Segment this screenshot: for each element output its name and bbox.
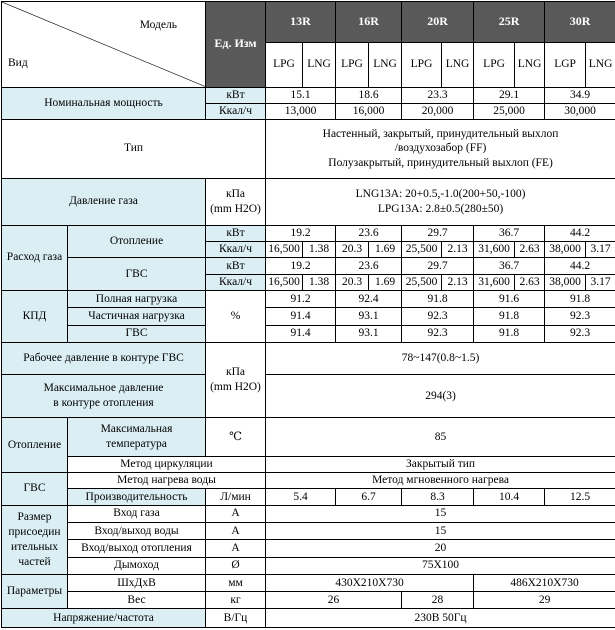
power-kw-cell: 15.1 — [266, 87, 336, 103]
voltage-label: Напряжение/частота — [2, 609, 206, 628]
type-value — [266, 119, 615, 178]
dhw-capacity-unit: Л/мин — [206, 489, 266, 505]
pressure-unit — [206, 342, 266, 417]
gas-heating-kcal: 2.63 — [515, 242, 545, 258]
fuel-cell: LNG — [442, 42, 474, 87]
gas-dhw-kcal: 25,500 — [402, 274, 442, 290]
unit-line: (mm H2O) — [208, 380, 263, 395]
parameters-label: Параметры — [2, 574, 68, 609]
type-label: Тип — [2, 119, 266, 178]
connection-row-label: Вход/выход отопления — [68, 540, 206, 557]
efficiency-full-cell: 91.6 — [474, 290, 545, 307]
power-kcal-cell: 25,000 — [474, 103, 545, 119]
gas-dhw-kcal: 1.69 — [369, 274, 402, 290]
power-label: Номинальная мощность — [2, 87, 206, 119]
dims-label: ШхДхВ — [68, 574, 206, 591]
efficiency-full-cell: 91.8 — [402, 290, 474, 307]
gas-pressure-line: LNG13A: 20+0.5,-1.0(200+50,-100) — [268, 187, 613, 202]
gas-heating-kcal: 16,500 — [266, 242, 303, 258]
power-kw-cell: 34.9 — [545, 87, 615, 103]
max-temp-unit: ℃ — [206, 418, 266, 457]
voltage-value: 230В 50Гц — [266, 609, 615, 628]
dims-unit: мм — [206, 574, 266, 591]
dims-large-value: 486X210X730 — [474, 574, 615, 591]
connections-label — [2, 505, 68, 574]
spec-table — [1, 1, 615, 628]
power-kcal-cell: 13,000 — [266, 103, 336, 119]
model-header-16r: 16R — [336, 2, 402, 43]
efficiency-partial-cell: 91.4 — [266, 308, 336, 325]
dhw-label: ГВС — [2, 473, 68, 506]
gas-dhw-kw: 36.7 — [474, 258, 545, 274]
efficiency-full-cell: 91.2 — [266, 290, 336, 307]
fuel-cell: LPG — [266, 42, 303, 87]
efficiency-partial-cell: 92.3 — [545, 308, 615, 325]
unit-cell: кВт — [206, 258, 266, 274]
label-line: Максимальная — [70, 422, 203, 437]
dhw-pressure-value: 78~147(0.8~1.5) — [266, 342, 615, 375]
efficiency-unit: % — [206, 290, 266, 342]
fuel-cell: LPG — [474, 42, 515, 87]
fuel-cell: LNG — [303, 42, 336, 87]
gas-dhw-kcal: 31,600 — [474, 274, 515, 290]
label-line: присоедин — [4, 525, 65, 540]
voltage-unit: В/Гц — [206, 609, 266, 628]
view-label: Вид — [8, 56, 28, 71]
dhw-capacity-cell: 8.3 — [402, 489, 474, 505]
weight-value: 26 — [266, 592, 402, 609]
gas-heating-kcal: 2.13 — [442, 242, 474, 258]
gas-heating-label: Отопление — [68, 225, 206, 258]
gas-dhw-kcal: 2.13 — [442, 274, 474, 290]
efficiency-dhw-label: ГВС — [68, 325, 206, 342]
efficiency-dhw-cell: 93.1 — [336, 325, 402, 342]
gas-heating-kcal: 3.17 — [586, 242, 615, 258]
connection-row-unit: Ø — [206, 557, 266, 574]
dhw-method-label: Метод нагрева воды — [68, 473, 266, 489]
power-kcal-cell: 20,000 — [402, 103, 474, 119]
efficiency-partial-cell: 91.8 — [474, 308, 545, 325]
efficiency-full-label: Полная нагрузка — [68, 290, 206, 307]
dhw-capacity-cell: 12.5 — [545, 489, 615, 505]
power-kw-cell: 23.3 — [402, 87, 474, 103]
label-line: в контуре отопления — [4, 396, 203, 411]
unit-cell: Ккал/ч — [206, 242, 266, 258]
power-kcal-cell: 30,000 — [545, 103, 615, 119]
gas-heating-kcal: 31,600 — [474, 242, 515, 258]
gas-heating-kw: 36.7 — [474, 225, 545, 241]
gas-pressure-unit — [206, 178, 266, 225]
label-line: Максимальное давление — [4, 381, 203, 396]
dhw-method-value: Метод мгновенного нагрева — [266, 473, 615, 489]
unit-line: кПа — [208, 365, 263, 380]
max-temp-label — [68, 418, 206, 457]
type-line: Полузакрытый, принудительный выхлоп (FE) — [268, 156, 613, 171]
label-line: ительных — [4, 540, 65, 555]
fuel-cell: LPG — [402, 42, 442, 87]
gas-heating-kw: 44.2 — [545, 225, 615, 241]
header-corner-cell — [2, 2, 206, 88]
dims-small-value: 430X210X730 — [266, 574, 474, 591]
efficiency-partial-cell: 93.1 — [336, 308, 402, 325]
gas-dhw-kcal: 2.63 — [515, 274, 545, 290]
gas-dhw-kw: 23.6 — [336, 258, 402, 274]
fuel-cell: LNG — [586, 42, 615, 87]
model-label: Модель — [140, 18, 177, 33]
gas-dhw-kcal: 3.17 — [586, 274, 615, 290]
weight-value: 28 — [402, 592, 474, 609]
gas-dhw-kcal: 16,500 — [266, 274, 303, 290]
gas-heating-kcal: 38,000 — [545, 242, 586, 258]
connection-row-label: Дымоход — [68, 557, 206, 574]
gas-heating-kw: 29.7 — [402, 225, 474, 241]
power-kw-cell: 18.6 — [336, 87, 402, 103]
gas-dhw-kw: 44.2 — [545, 258, 615, 274]
efficiency-dhw-cell: 92.3 — [402, 325, 474, 342]
connection-row-label: Вход газа — [68, 505, 206, 522]
gas-pressure-label: Давление газа — [2, 178, 206, 225]
fuel-cell: LGP — [545, 42, 586, 87]
dhw-pressure-label: Рабочее давление в контуре ГВС — [2, 342, 206, 375]
efficiency-partial-cell: 92.3 — [402, 308, 474, 325]
gas-dhw-kcal: 20.3 — [336, 274, 369, 290]
power-kcal-cell: 16,000 — [336, 103, 402, 119]
circulation-label: Метод циркуляции — [68, 456, 266, 472]
connection-row-value: 15 — [266, 505, 615, 522]
connection-row-value: 20 — [266, 540, 615, 557]
gas-consumption-label: Расход газа — [2, 225, 68, 290]
efficiency-dhw-cell: 91.4 — [266, 325, 336, 342]
type-line: /воздухозабор (FF) — [268, 141, 613, 156]
max-heating-pressure-value: 294(3) — [266, 375, 615, 418]
connection-row-label: Вход/выход воды — [68, 522, 206, 539]
unit-cell: кВт — [206, 225, 266, 241]
unit-header: Ед. Изм — [206, 2, 266, 88]
unit-cell: кВт — [206, 87, 266, 103]
circulation-value: Закрытый тип — [266, 456, 615, 472]
gas-dhw-kcal: 1.38 — [303, 274, 336, 290]
efficiency-full-cell: 91.8 — [545, 290, 615, 307]
model-header-13r: 13R — [266, 2, 336, 43]
weight-value: 29 — [474, 592, 615, 609]
unit-line: (mm H2O) — [208, 202, 263, 217]
gas-dhw-kw: 19.2 — [266, 258, 336, 274]
gas-pressure-line: LPG13A: 2.8±0.5(280±50) — [268, 202, 613, 217]
type-line: Настенный, закрытый, принудительный выхлоп — [268, 127, 613, 142]
gas-heating-kw: 19.2 — [266, 225, 336, 241]
label-line: частей — [4, 555, 65, 570]
dhw-capacity-label: Производительность — [68, 489, 206, 505]
model-header-30r: 30R — [545, 2, 615, 43]
label-line: температура — [70, 437, 203, 452]
gas-dhw-label: ГВС — [68, 258, 206, 291]
model-header-25r: 25R — [474, 2, 545, 43]
weight-unit: кг — [206, 592, 266, 609]
heating-label: Отопление — [2, 418, 68, 473]
efficiency-full-cell: 92.4 — [336, 290, 402, 307]
gas-heating-kw: 23.6 — [336, 225, 402, 241]
unit-cell: Ккал/ч — [206, 103, 266, 119]
fuel-cell: LNG — [515, 42, 545, 87]
connection-row-unit: A — [206, 522, 266, 539]
label-line: Размер — [4, 510, 65, 525]
dhw-capacity-cell: 5.4 — [266, 489, 336, 505]
gas-heating-kcal: 1.69 — [369, 242, 402, 258]
efficiency-dhw-cell: 91.8 — [474, 325, 545, 342]
max-temp-value: 85 — [266, 418, 615, 457]
efficiency-label: КПД — [2, 290, 68, 342]
fuel-cell: LNG — [369, 42, 402, 87]
dhw-capacity-cell: 6.7 — [336, 489, 402, 505]
model-header-20r: 20R — [402, 2, 474, 43]
connection-row-value: 75X100 — [266, 557, 615, 574]
gas-pressure-value — [266, 178, 615, 225]
power-kw-cell: 29.1 — [474, 87, 545, 103]
gas-heating-kcal: 25,500 — [402, 242, 442, 258]
gas-heating-kcal: 20.3 — [336, 242, 369, 258]
connection-row-unit: A — [206, 540, 266, 557]
fuel-cell: LPG — [336, 42, 369, 87]
connection-row-unit: A — [206, 505, 266, 522]
dhw-capacity-cell: 10.4 — [474, 489, 545, 505]
weight-label: Вес — [68, 592, 206, 609]
connection-row-value: 15 — [266, 522, 615, 539]
max-heating-pressure-label — [2, 375, 206, 418]
efficiency-dhw-cell: 92.3 — [545, 325, 615, 342]
diagonal-line — [2, 2, 205, 87]
unit-line: кПа — [208, 187, 263, 202]
efficiency-partial-label: Частичная нагрузка — [68, 308, 206, 325]
unit-cell: Ккал/ч — [206, 274, 266, 290]
gas-dhw-kcal: 38,000 — [545, 274, 586, 290]
gas-dhw-kw: 29.7 — [402, 258, 474, 274]
gas-heating-kcal: 1.38 — [303, 242, 336, 258]
